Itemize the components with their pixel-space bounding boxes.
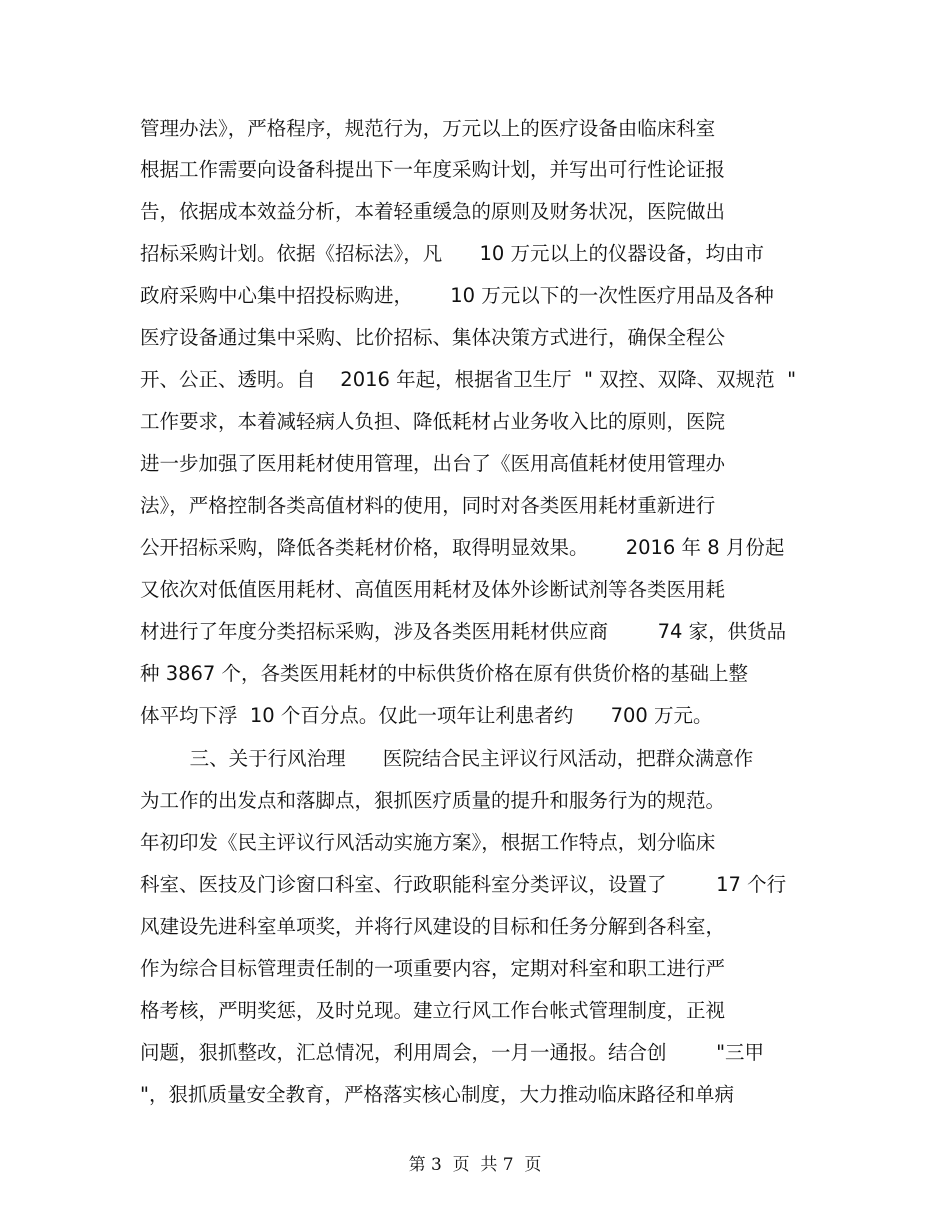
- text-line: 开、公正、透明。自 2016 年起，根据省卫生厅 " 双控、双降、双规范 ": [140, 368, 797, 391]
- text-line: 进一步加强了医用耗材使用管理，出台了《医用高值耗材使用管理办: [140, 452, 726, 475]
- text-line: 三、关于行风治理 医院结合民主评议行风活动，把群众满意作: [140, 747, 754, 770]
- text-line: 科室、医技及门诊窗口科室、行政职能科室分类评议，设置了 17 个行: [140, 873, 787, 896]
- text-line: 种 3867 个，各类医用耗材的中标供货价格在原有供货价格的基础上整: [140, 662, 749, 685]
- page-number-footer: 第 3 页 共 7 页: [408, 1155, 542, 1175]
- text-line: 年初印发《民主评议行风活动实施方案》，根据工作特点，划分临床: [140, 831, 716, 854]
- text-line: 根据工作需要向设备科提出下一年度采购计划，并写出可行性论证报: [140, 158, 726, 181]
- text-line: 又依次对低值医用耗材、高值医用耗材及体外诊断试剂等各类医用耗: [140, 578, 726, 601]
- text-line: 问题，狠抓整改，汇总情况，利用周会，一月一通报。结合创 "三甲: [140, 1041, 765, 1064]
- text-line: 招标采购计划。依据《招标法》，凡 10 万元以上的仪器设备，均由市: [140, 242, 764, 265]
- text-line: 格考核，严明奖惩，及时兑现。建立行风工作台帐式管理制度，正视: [140, 999, 726, 1022]
- text-line: 体平均下浮 10 个百分点。仅此一项年让利患者约 700 万元。: [140, 704, 713, 727]
- text-line: 风建设先进科室单项奖，并将行风建设的目标和任务分解到各科室，: [140, 915, 726, 938]
- text-line: 材进行了年度分类招标采购，涉及各类医用耗材供应商 74 家，供货品: [140, 620, 787, 643]
- text-line: 医疗设备通过集中采购、比价招标、集体决策方式进行，确保全程公: [140, 326, 726, 349]
- text-line: "，狠抓质量安全教育，严格落实核心制度，大力推动临床路径和单病: [140, 1083, 734, 1106]
- text-line: 管理办法》，严格程序，规范行为，万元以上的医疗设备由临床科室: [140, 117, 716, 140]
- text-line: 公开招标采购，降低各类耗材价格，取得明显效果。 2016 年 8 月份起: [140, 536, 785, 559]
- text-line: 作为综合目标管理责任制的一项重要内容，定期对科室和职工进行严: [140, 957, 726, 980]
- text-line: 法》，严格控制各类高值材料的使用，同时对各类医用耗材重新进行: [140, 494, 716, 517]
- text-line: 为工作的出发点和落脚点，狠抓医疗质量的提升和服务行为的规范。: [140, 789, 726, 812]
- text-line: 政府采购中心集中招投标购进， 10 万元以下的一次性医疗用品及各种: [140, 284, 774, 307]
- text-line: 工作要求，本着减轻病人负担、降低耗材占业务收入比的原则，医院: [140, 410, 726, 433]
- text-line: 告，依据成本效益分析，本着轻重缓急的原则及财务状况，医院做出: [140, 200, 726, 223]
